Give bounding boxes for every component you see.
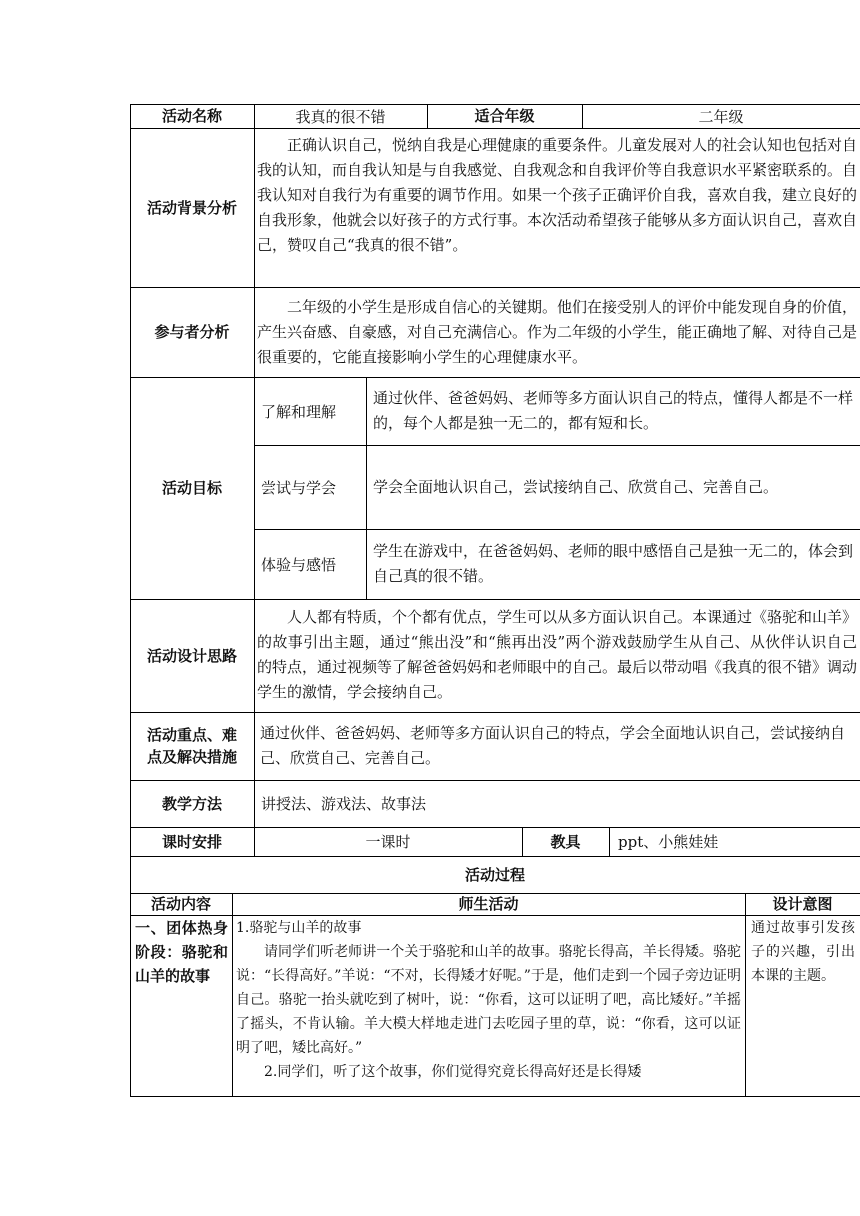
process-title: 活动过程 (464, 865, 525, 884)
activity-question: 2.同学们，听了这个故事，你们觉得究竟长得高好还是长得矮 (264, 1064, 642, 1080)
method-label: 教学方法 (161, 794, 222, 813)
activity-name-value: 我真的很不错 (295, 107, 386, 126)
background-label: 活动背景分析 (146, 198, 237, 217)
activity-cell (236, 916, 741, 1084)
design-label: 活动设计思路 (146, 646, 237, 665)
goal-text-try: 学会全面地认识自己，尝试接纳自己、欣赏自己、完善自己。 (373, 477, 779, 496)
goal-text-understand: 通过伙伴、爸爸妈妈、老师等多方面认识自己的特点，懂得人都是不一样的，每个人都是独一无二的，都有短和长。 (373, 389, 854, 432)
schedule-label: 课时安排 (161, 832, 222, 851)
keypoints-label-line2: 点及解决措施 (146, 748, 237, 766)
col-header-activity: 师生活动 (458, 895, 519, 913)
activity-name-label: 活动名称 (161, 107, 222, 125)
col-header-intent: 设计意图 (772, 895, 833, 913)
tools-value: ppt、小熊娃娃 (618, 833, 719, 851)
goals-label: 活动目标 (161, 479, 222, 497)
goal-label-try: 尝试与学会 (261, 478, 337, 497)
activity-heading: 1.骆驼与山羊的故事 (236, 920, 362, 936)
grade-value: 二年级 (698, 107, 744, 126)
tools-label: 教具 (550, 832, 581, 851)
design-text: 人人都有特质，个个都有优点，学生可以从多方面认识自己。本课通过《骆驼和山羊》的故事引出主题，通过“熊出没”和“熊再出没”两个游戏鼓励学生从自己、从伙伴认识自己的特点，通过视频等了解爸爸妈妈和老师眼中的自己。最后以带动唱《我真的很不错》调动学生的激情，学会接纳自己。 (257, 608, 858, 701)
stage-name: 一、团体热身阶段：骆驼和山羊的故事 (135, 919, 228, 985)
participants-label: 参与者分析 (154, 323, 230, 341)
background-text: 正确认识自己，悦纳自我是心理健康的重要条件。儿童发展对人的社会认知也包括对自我的认知，而自我认知是与自我感觉、自我观念和自我评价等自我意识水平紧密联系的。自我认知对自我行为有重要的调节作用。如果一个孩子正确评价自我，喜欢自我，建立良好的自我形象，他就会以好孩子的方式行事。本次活动希望孩子能够从多方面认识自己，喜欢自己，赞叹自己“我真的很不错”。 (257, 136, 858, 254)
goal-label-experience: 体验与感悟 (261, 555, 337, 574)
goal-label-understand: 了解和理解 (261, 402, 337, 421)
intent-text: 通过故事引发孩子的兴趣，引出本课的主题。 (751, 920, 855, 984)
participants-text: 二年级的小学生是形成自信心的关键期。他们在接受别人的评价中能发现自身的价值，产生兴奋感、自豪感，对自己充满信心。作为二年级的小学生，能正确地了解、对待自己是很重要的，它能直接影响小学生的心理健康水平。 (257, 298, 858, 366)
keypoints-label-line1: 活动重点、难 (146, 726, 237, 744)
activity-story: 请同学们听老师讲一个关于骆驼和山羊的故事。骆驼长得高，羊长得矮。骆驼说：“长得高好。”羊说：“不对，长得矮才好呢。”于是，他们走到一个园子旁边证明自己。骆驼一抬头就吃到了树叶，说：“你看，这可以证明了吧，高比矮好。”羊摇了摇头，不肯认输。羊大模大样地走进门去吃园子里的草，说：“你看，这可以证明了吧，矮比高好。” (236, 944, 741, 1056)
grade-label: 适合年级 (474, 107, 535, 125)
keypoints-text: 通过伙伴、爸爸妈妈、老师等多方面认识自己的特点，学会全面地认识自己，尝试接纳自己、欣赏自己、完善自己。 (260, 724, 846, 767)
schedule-value: 一课时 (365, 833, 411, 851)
goal-text-experience: 学生在游戏中，在爸爸妈妈、老师的眼中感悟自己是独一无二的，体会到自己真的很不错。 (373, 542, 854, 585)
keypoints-label (130, 712, 254, 780)
col-header-content: 活动内容 (150, 895, 211, 913)
method-text: 讲授法、游戏法、故事法 (261, 795, 427, 813)
